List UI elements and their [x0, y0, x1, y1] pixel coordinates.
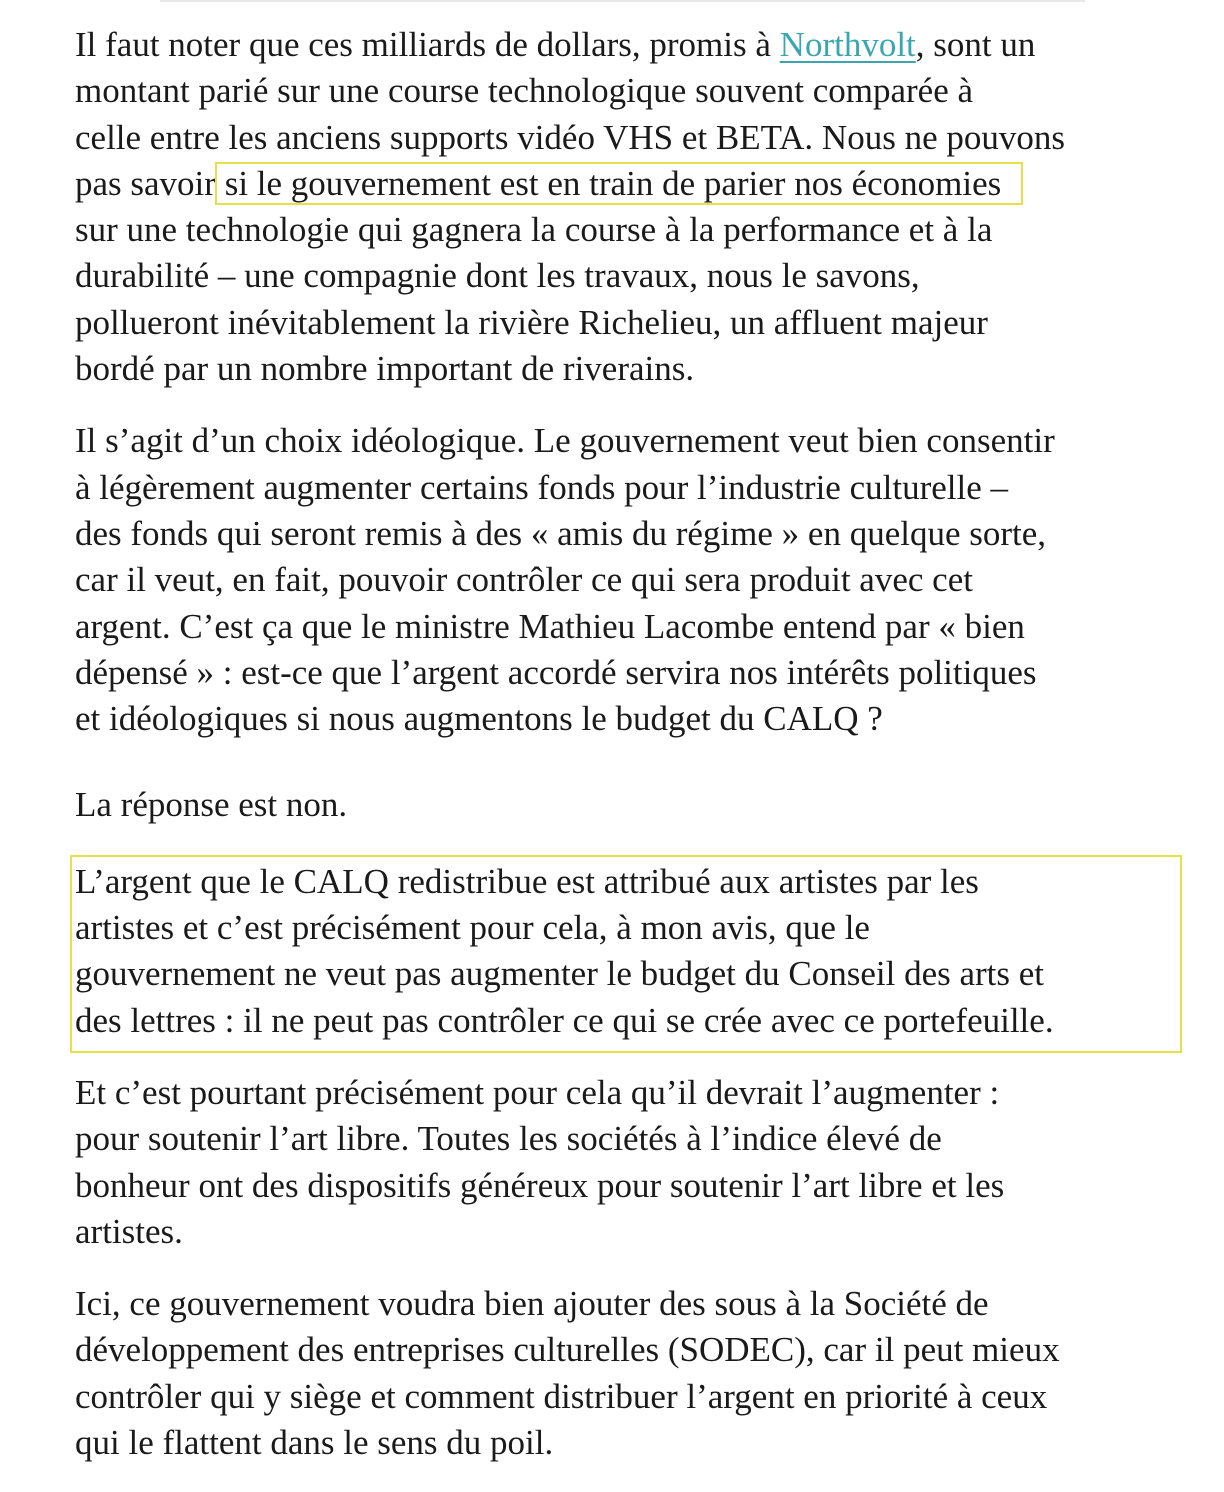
paragraph-line: argent. C’est ça que le ministre Mathieu Lacombe entend par « bien: [75, 606, 1025, 646]
paragraph-line: des fonds qui seront remis à des « amis du régime » en quelque sorte,: [75, 513, 1047, 553]
paragraph-sodec: [75, 1281, 1185, 1466]
northvolt-link[interactable]: Northvolt: [779, 25, 916, 64]
paragraph-line: [75, 161, 1185, 207]
paragraph-line: durabilité – une compagnie dont les travaux, nous le savons,: [75, 256, 920, 296]
text-segment: , sont un: [915, 25, 1036, 64]
paragraph-line: celle entre les anciens supports vidéo VHS et BETA. Nous ne pouvons: [75, 117, 1065, 157]
paragraph-line: contrôler qui y siège et comment distribuer l’argent en priorité à ceux: [75, 1376, 1048, 1416]
text-segment: pas savoir: [75, 163, 225, 203]
paragraph-line: Ici, ce gouvernement voudra bien ajouter des sous à la Société de: [75, 1284, 989, 1324]
paragraph-northvolt: [75, 22, 1185, 392]
paragraph-line: des lettres : il ne peut pas contrôler ce qui se crée avec ce portefeuille.: [75, 1000, 1054, 1040]
paragraph-line: gouvernement ne veut pas augmenter le budget du Conseil des arts et: [75, 954, 1045, 994]
paragraph-free-art: [75, 1070, 1185, 1255]
paragraph-line: dépensé » : est-ce que l’argent accordé servira nos intérêts politiques: [75, 652, 1037, 692]
paragraph-line: L’argent que le CALQ redistribue est attribué aux artistes par les: [75, 861, 979, 901]
paragraph-line: bonheur ont des dispositifs généreux pour soutenir l’art libre et les: [75, 1165, 1005, 1205]
paragraph-line: montant parié sur une course technologique souvent comparée à: [75, 71, 974, 111]
paragraph-line: sur une technologie qui gagnera la course à la performance et à la: [75, 210, 993, 250]
paragraph-line: bordé par un nombre important de riverains.: [75, 349, 695, 389]
highlighted-paragraph-calq: [75, 859, 1185, 1044]
paragraph-line: développement des entreprises culturelles (SODEC), car il peut mieux: [75, 1330, 1060, 1370]
paragraph-line: pour soutenir l’art libre. Toutes les sociétés à l’indice élevé de: [75, 1119, 942, 1159]
paragraph-line: artistes et c’est précisément pour cela, à mon avis, que le: [75, 908, 870, 948]
paragraph-line: La réponse est non.: [75, 785, 348, 825]
paragraph-line: et idéologiques si nous augmentons le budget du CALQ ?: [75, 699, 883, 739]
paragraph-line: Il s’agit d’un choix idéologique. Le gouvernement veut bien consentir: [75, 421, 1055, 461]
paragraph-line: Et c’est pourtant précisément pour cela qu’il devrait l’augmenter :: [75, 1072, 1000, 1112]
paragraph-ideological-choice: [75, 418, 1185, 742]
text-segment: Il faut noter que ces milliards de dollars, promis à: [75, 25, 780, 64]
paragraph-line: car il veut, en fait, pouvoir contrôler ce qui sera produit avec cet: [75, 560, 973, 600]
top-divider: [160, 0, 1085, 2]
paragraph-line: à légèrement augmenter certains fonds pour l’industrie culturelle –: [75, 467, 1008, 507]
paragraph-answer: [75, 782, 1185, 828]
paragraph-line: pollueront inévitablement la rivière Richelieu, un affluent majeur: [75, 302, 988, 342]
highlighted-phrase: si le gouvernement est en train de parier nos économies: [217, 164, 1022, 203]
paragraph-line: qui le flattent dans le sens du poil.: [75, 1423, 554, 1463]
paragraph-line: [75, 22, 1185, 68]
article-body: [75, 22, 1185, 1492]
paragraph-line: artistes.: [75, 1211, 183, 1251]
